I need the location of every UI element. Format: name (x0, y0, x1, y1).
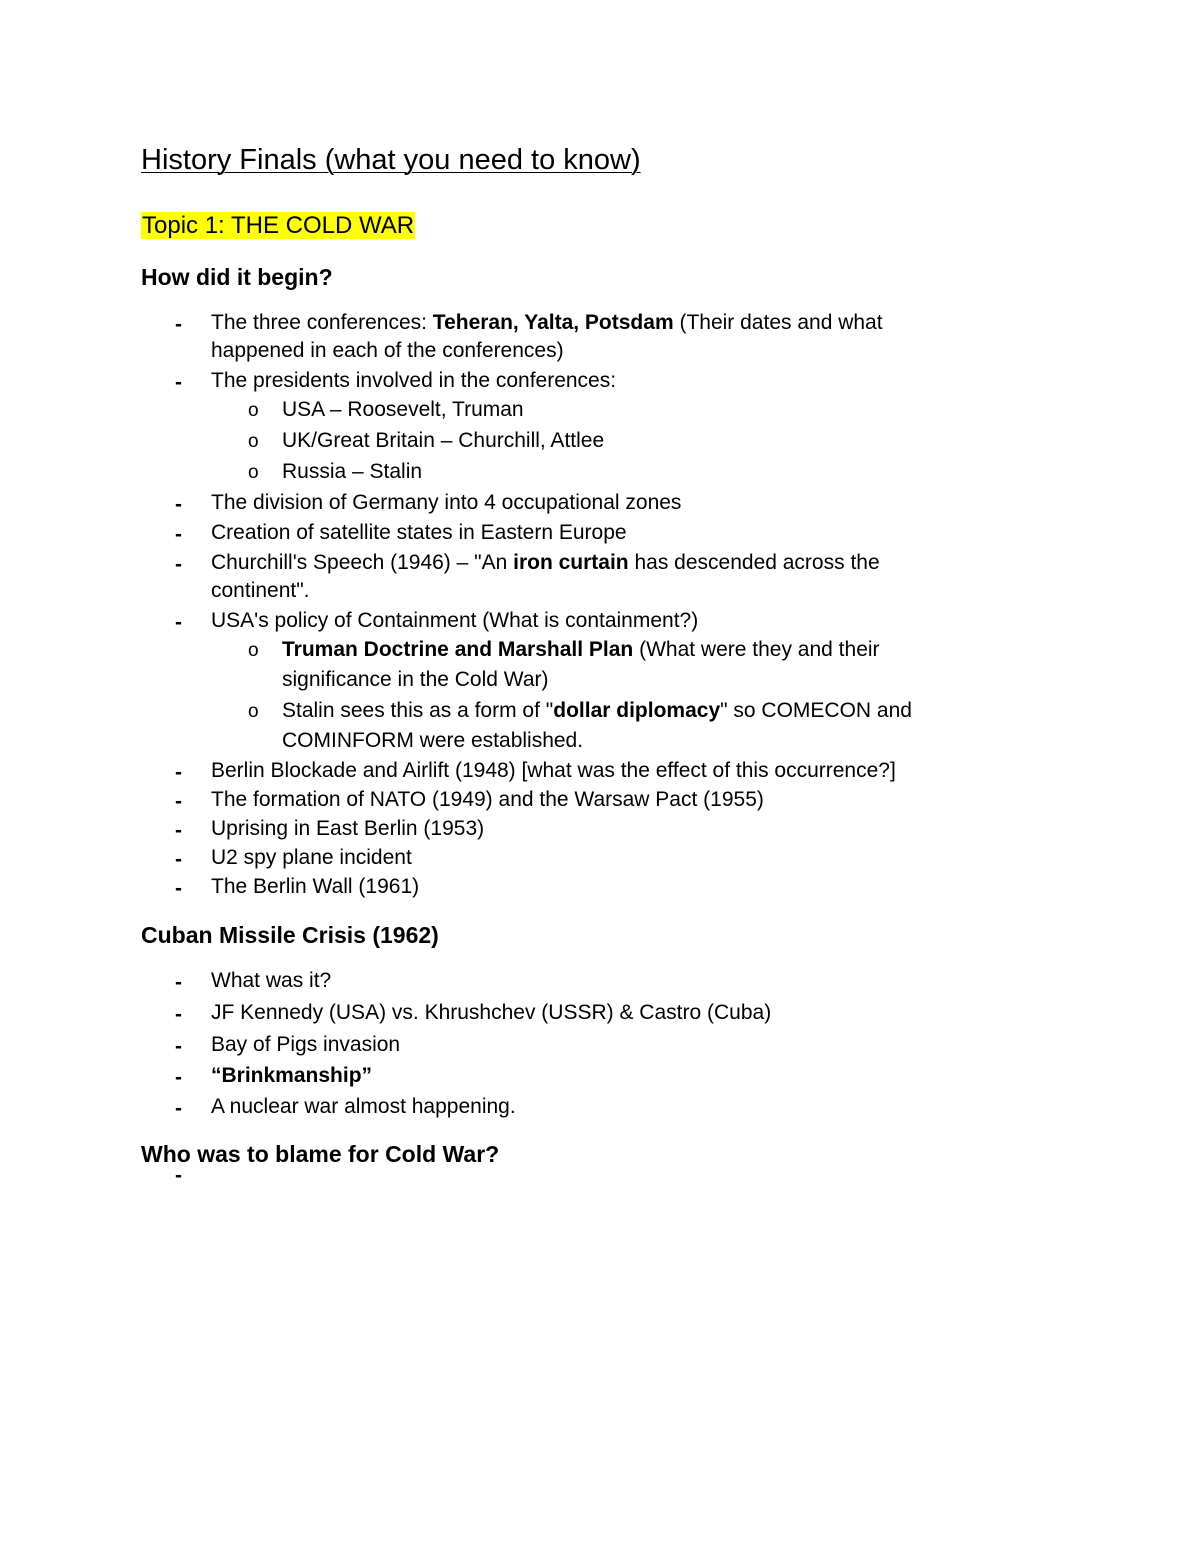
bullet-dash: - (175, 971, 182, 994)
bullet-dash: - (175, 611, 182, 634)
bullet-dash: - (175, 371, 182, 394)
section-heading-who-was-to-blame: Who was to blame for Cold War? (141, 1141, 500, 1167)
bullet-dash: - (175, 1035, 182, 1058)
list-item-u2: U2 spy plane incident (211, 846, 412, 869)
topic-heading-highlight: Topic 1: THE COLD WAR (142, 212, 415, 239)
section-heading-how-did-it-begin: How did it begin? (141, 264, 333, 290)
list-item-conferences-cont: happened in each of the conferences) (211, 339, 564, 362)
list-item-berlin-blockade: Berlin Blockade and Airlift (1948) [what was the effect of this occurrence?] (211, 759, 896, 782)
list-item-containment: USA's policy of Containment (What is containment?) (211, 609, 699, 632)
list-item-nuclear: A nuclear war almost happening. (211, 1095, 516, 1118)
sub-item-truman-cont: significance in the Cold War) (282, 668, 549, 691)
sub-bullet: o (248, 431, 259, 452)
sub-item-stalin: Stalin sees this as a form of "dollar diplomacy" so COMECON and (282, 699, 912, 722)
bullet-dash: - (175, 1097, 182, 1120)
list-item-brinkmanship: “Brinkmanship” (211, 1064, 373, 1087)
bullet-dash: - (175, 877, 182, 900)
sub-item-russia: Russia – Stalin (282, 460, 423, 483)
sub-item-uk: UK/Great Britain – Churchill, Attlee (282, 429, 605, 452)
bullet-dash: - (175, 1066, 182, 1089)
section-heading-cuban-missile-crisis: Cuban Missile Crisis (1962) (141, 922, 439, 948)
bullet-dash: - (175, 761, 182, 784)
list-item-uprising: Uprising in East Berlin (1953) (211, 817, 485, 840)
list-item-conferences: The three conferences: Teheran, Yalta, Potsdam (Their dates and what (211, 311, 883, 334)
sub-item-stalin-cont: COMINFORM were established. (282, 729, 584, 752)
sub-bullet: o (248, 701, 259, 722)
sub-item-truman: Truman Doctrine and Marshall Plan (What were they and their (282, 638, 880, 661)
document-title: History Finals (what you need to know) (141, 144, 641, 176)
sub-item-usa: USA – Roosevelt, Truman (282, 398, 524, 421)
list-item-division: The division of Germany into 4 occupational zones (211, 491, 682, 514)
list-item-presidents: The presidents involved in the conferences: (211, 369, 617, 392)
list-item-churchill: Churchill's Speech (1946) – "An iron curtain has descended across the (211, 551, 880, 574)
bullet-dash: - (175, 790, 182, 813)
list-item-satellite: Creation of satellite states in Eastern Europe (211, 521, 627, 544)
topic-heading (141, 211, 415, 241)
list-item-leaders: JF Kennedy (USA) vs. Khrushchev (USSR) & Castro (Cuba) (211, 1001, 772, 1024)
bullet-dash: - (175, 1003, 182, 1026)
bullet-dash: - (175, 493, 182, 516)
bullet-dash: - (175, 848, 182, 871)
bullet-dash: - (175, 553, 182, 576)
list-item-berlin-wall: The Berlin Wall (1961) (211, 875, 420, 898)
sub-bullet: o (248, 640, 259, 661)
list-item-churchill-cont: continent". (211, 579, 310, 602)
list-item-nato: The formation of NATO (1949) and the Warsaw Pact (1955) (211, 788, 764, 811)
sub-bullet: o (248, 400, 259, 421)
bullet-dash: - (175, 523, 182, 546)
bullet-dash: - (175, 819, 182, 842)
bullet-dash: - (175, 1164, 182, 1187)
list-item-bay-of-pigs: Bay of Pigs invasion (211, 1033, 401, 1056)
sub-bullet: o (248, 462, 259, 483)
bullet-dash: - (175, 313, 182, 336)
list-item-what-was-it: What was it? (211, 969, 332, 992)
